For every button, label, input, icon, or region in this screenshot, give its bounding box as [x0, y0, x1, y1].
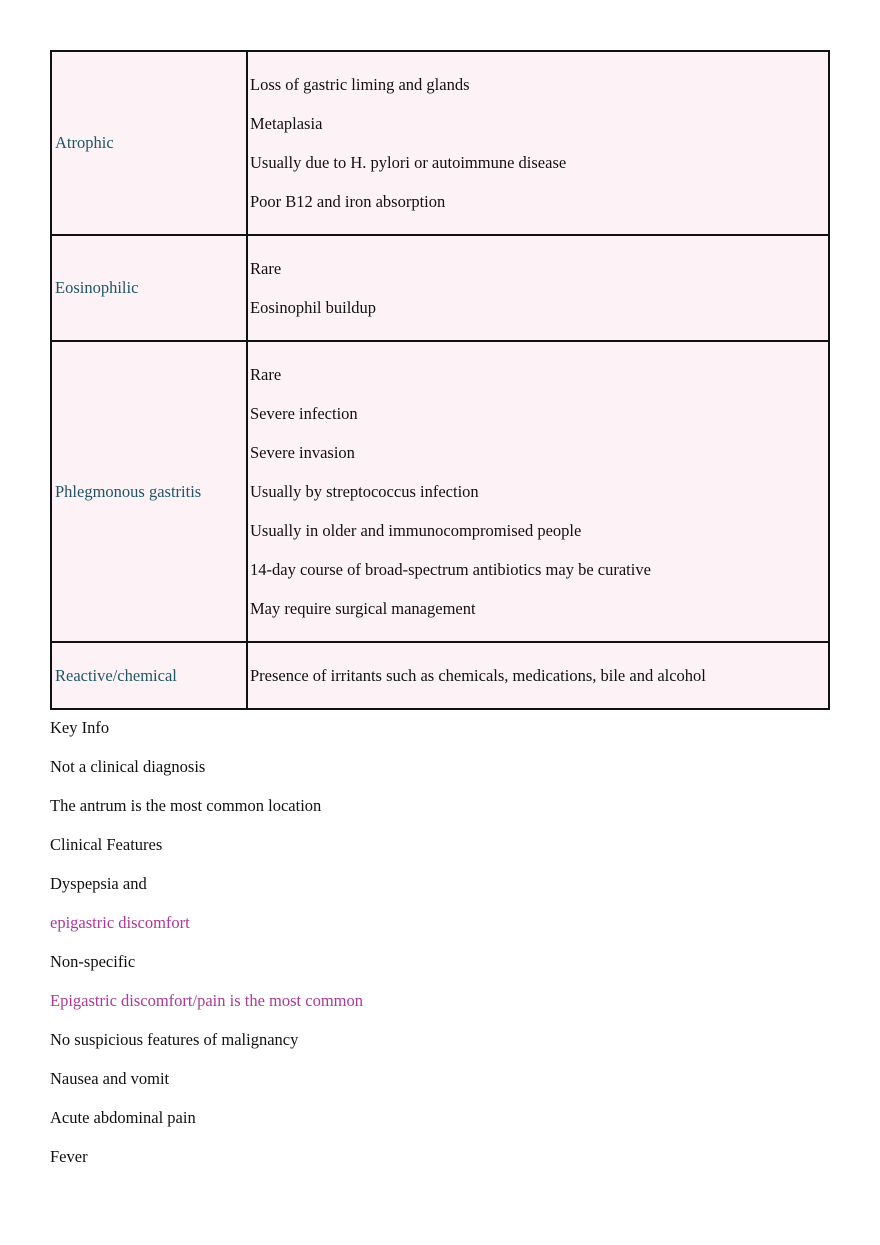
gastritis-type-cell: Eosinophilic — [51, 235, 247, 341]
key-info-line: The antrum is the most common location — [50, 796, 322, 815]
key-info-line: Non-specific — [50, 952, 136, 971]
gastritis-types-table — [50, 50, 830, 710]
key-info-line: Clinical Features — [50, 835, 163, 854]
key-info-line: Fever — [50, 1147, 88, 1166]
description-cell — [247, 235, 829, 341]
description-line: Loss of gastric liming and glands — [250, 75, 470, 94]
table-row — [51, 51, 829, 235]
gastritis-type-cell: Atrophic — [51, 51, 247, 235]
gastritis-type-cell: Reactive/chemical — [51, 642, 247, 709]
key-info-line: No suspicious features of malignancy — [50, 1030, 299, 1049]
key-info-line: Acute abdominal pain — [50, 1108, 196, 1127]
key-info-line: Nausea and vomit — [50, 1069, 170, 1088]
description-line: Usually in older and immunocompromised people — [250, 521, 582, 540]
description-cell — [247, 341, 829, 642]
table-row — [51, 235, 829, 341]
description-line: Metaplasia — [250, 114, 323, 133]
key-info-line: Not a clinical diagnosis — [50, 757, 206, 776]
gastritis-type-cell: Phlegmonous gastritis — [51, 341, 247, 642]
key-info-section — [50, 708, 363, 1176]
table-row — [51, 341, 829, 642]
description-line: Eosinophil buildup — [250, 298, 377, 317]
description-line: Presence of irritants such as chemicals, medications, bile and alcohol — [250, 666, 706, 685]
table-body — [51, 51, 829, 709]
key-info-line: Dyspepsia and — [50, 874, 147, 893]
description-line: Severe invasion — [250, 443, 355, 462]
description-line: Poor B12 and iron absorption — [250, 192, 446, 211]
description-line: Rare — [250, 365, 282, 384]
key-info-line: epigastric discomfort — [50, 913, 190, 932]
description-line: 14-day course of broad-spectrum antibiotics may be curative — [250, 560, 651, 579]
key-info-heading: Key Info — [50, 718, 110, 737]
description-line: Usually due to H. pylori or autoimmune disease — [250, 153, 567, 172]
description-line: Usually by streptococcus infection — [250, 482, 479, 501]
key-info-line: Epigastric discomfort/pain is the most common — [50, 991, 363, 1010]
description-cell — [247, 642, 829, 709]
description-cell — [247, 51, 829, 235]
description-line: Rare — [250, 259, 282, 278]
description-line: May require surgical management — [250, 599, 476, 618]
description-line: Severe infection — [250, 404, 358, 423]
table-row — [51, 642, 829, 709]
